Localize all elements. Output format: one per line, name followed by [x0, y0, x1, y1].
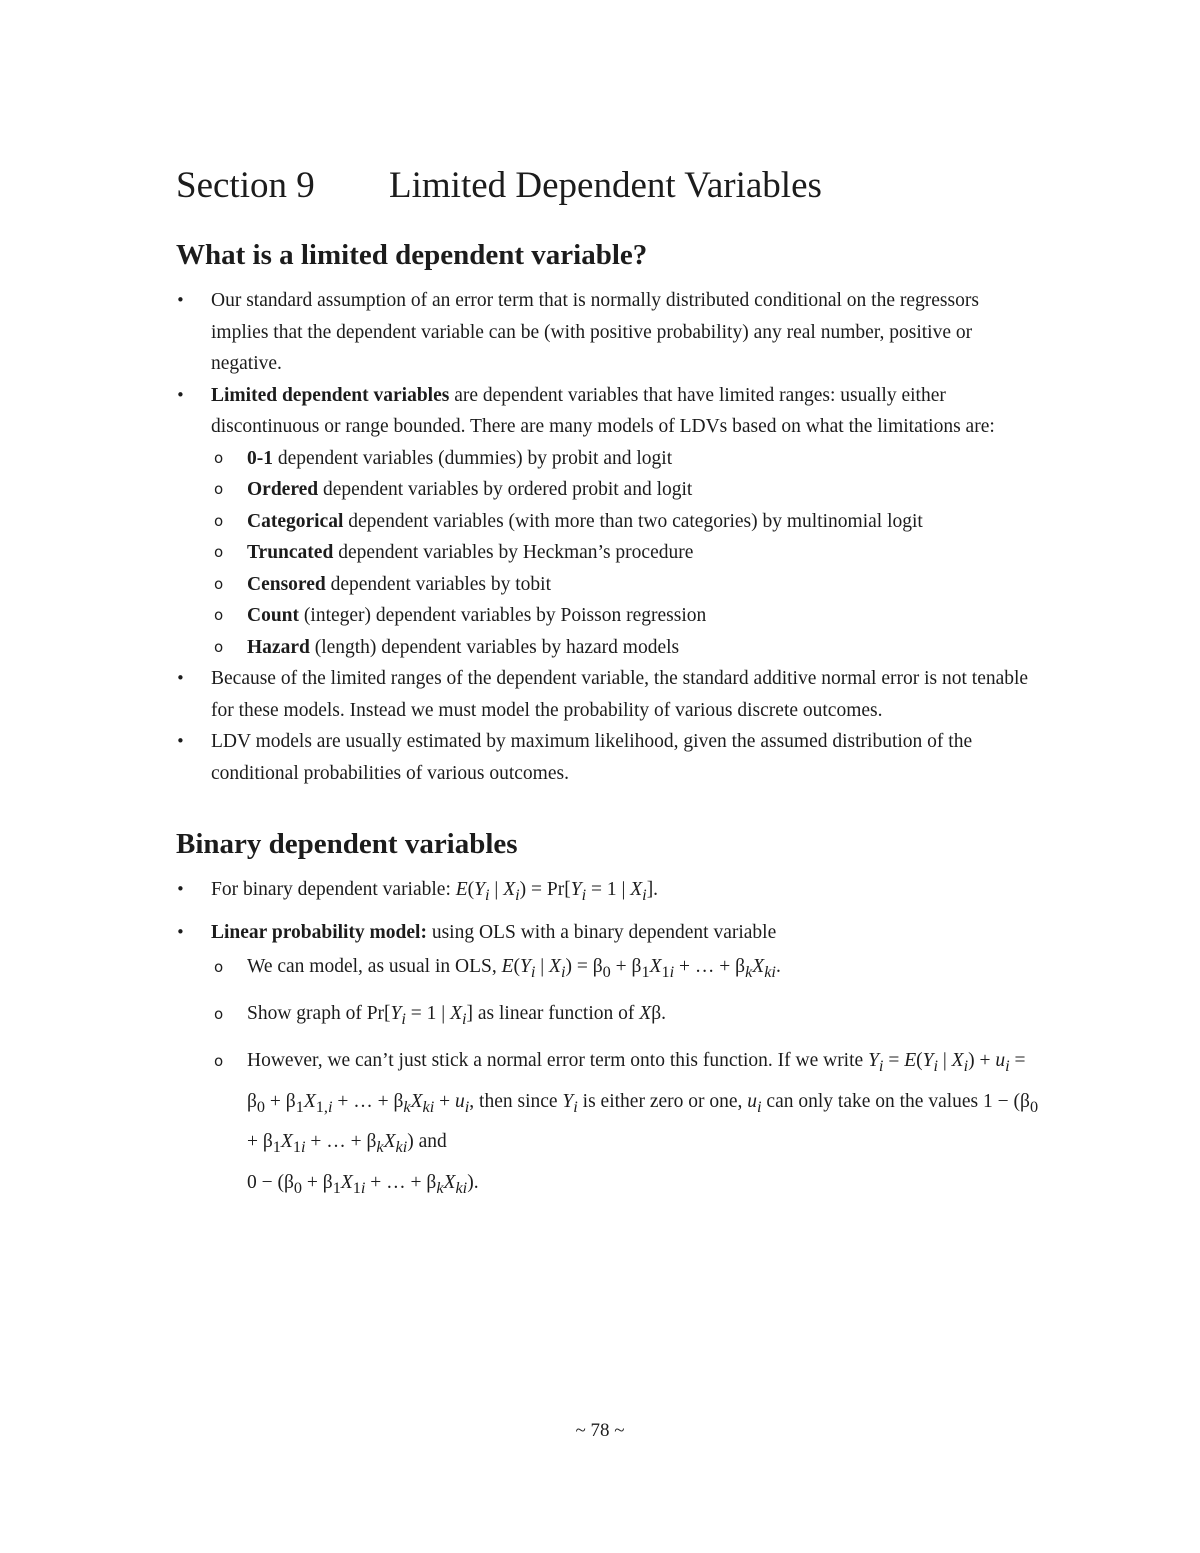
- sub-item: o Truncated dependent variables by Heckman’s procedure: [176, 537, 1040, 569]
- sub-item: o 0-1 dependent variables (dummies) by probit and logit: [176, 443, 1040, 475]
- math-value-zero: $0 - (\beta_0 + \beta_1X_{1i}$ + … + $\beta_kX_{ki}$).: [247, 1172, 479, 1198]
- heading-binary-dependent: Binary dependent variables: [176, 828, 518, 861]
- sub-item: o Censored dependent variables by tobit: [176, 569, 1040, 601]
- math-yi: $Y_i$: [562, 1090, 578, 1116]
- section-number: Section 9: [176, 165, 315, 206]
- page-number: ~ 78 ~: [575, 1420, 625, 1441]
- bullet-text: are dependent variables that have limited ranges: usually either discontinuous or range bounded. There are many models of LDVs based on what the limitations are:: [211, 384, 995, 438]
- heading-limited-dependent: What is a limited dependent variable?: [176, 239, 648, 272]
- math-ui: $u_i$: [747, 1090, 762, 1116]
- bullet-item: [176, 380, 1040, 664]
- ldv-bullet-list: [176, 285, 1040, 789]
- bullet-item: [176, 726, 1040, 789]
- sub-item: o Count (integer) dependent variables by Poisson regression: [176, 600, 1040, 632]
- binary-bullet-list: [176, 874, 1040, 1206]
- lpm-sublist: [211, 949, 1040, 1206]
- section-title: [176, 164, 1040, 208]
- bullet-text: Because of the limited ranges of the dependent variable, the standard additive normal error is not tenable for these models. Instead we must model the probability of various discrete outcomes.: [211, 668, 1029, 721]
- sub-item: o Ordered dependent variables by ordered probit and logit: [176, 474, 1040, 506]
- bullet-item: [176, 285, 1040, 380]
- math-xbeta: Xβ.: [639, 1002, 666, 1024]
- math-error-model: $Y_i = E(Y_i$ | $X_i) + u_i = \beta_0 + \beta_1X_{1,i}$ + … + $\beta_kX_{ki} + u_i$: [247, 1049, 1026, 1116]
- sub-item: o Hazard (length) dependent variables by hazard models: [176, 632, 1040, 664]
- sub-item: o However, we can’t just stick a normal error term onto this function. If we write $Y_i = E(Y_i$ | $X_i) + u_i = \beta_0 + \beta_1X_{1,i}$ + … + $\beta_kX_{ki} + u_i$, then since $Y_i$ is either zero or one, $u_i$ can only take on the values $1 - (\beta_0 + \beta_1X_{1i}$ + … + $\beta_kX_{ki}$) and $0 - (\beta_0 + \beta_1X_{1i}$ + … + $\beta_kX_{ki}$).: [176, 1043, 1040, 1207]
- bullet-item: [176, 663, 1040, 726]
- sub-item: o Categorical dependent variables (with more than two categories) by multinomial logit: [176, 506, 1040, 538]
- sub-item: o Show graph of $Pr[Y_i = 1$ | $X_i$] as linear function of Xβ.: [176, 996, 1040, 1037]
- sub-item: o We can model, as usual in OLS, $E(Y_i$ | $X_i) = \beta_0 + \beta_1X_{1i}$ + … + $\beta_kX_{ki}$.: [176, 949, 1040, 990]
- math-value-one: $1 - (\beta_0 + \beta_1X_{1i}$ + … + $\beta_kX_{ki}$): [247, 1090, 1039, 1157]
- section-name: Limited Dependent Variables: [389, 165, 822, 206]
- bullet-item: • Linear probability model: using OLS with a binary dependent variable o We can model, as usual in OLS, $E(Y_i$ | $X_i) = \beta_0 + \beta_1X_{1i}$ + … + $\beta_kX_{ki}$. o Show graph of $Pr[Y_i = 1$ | $X_i$] as linear function of Xβ. o However, we can’t just stick a normal error term onto this function. If we write $Y_i = E(Y_i$ | $X_i) + u_i = \beta_0 + \beta_1X_{1,i}$ + … + $\beta_kX_{ki} + u_i$, then since $Y_i$ is either zero or one, $u_i$ can only take on the values $1 - (\beta_0 + \beta_1X_{1i}$ + … + $\beta_kX_{ki}$) and $0 - (\beta_0 + \beta_1X_{1i}$ + … + $\beta_kX_{ki}$).: [176, 917, 1040, 1206]
- math-ols-model: $E(Y_i$ | $X_i) = \beta_0 + \beta_1X_{1i}$ + … + $\beta_kX_{ki}$.: [501, 955, 781, 981]
- bullet-item: • For binary dependent variable: $E(Y_i$ | $X_i) = Pr[Y_i = 1$ | $X_i$].: [176, 874, 1040, 911]
- ldv-model-sublist: [211, 443, 1040, 664]
- bullet-text: LDV models are usually estimated by maximum likelihood, given the assumed distribution of the conditional probabilities of various outcomes.: [211, 731, 973, 784]
- bullet-bold-term: Linear probability model:: [211, 922, 427, 944]
- math-expectation: $E(Y_i$ | $X_i) = Pr[Y_i = 1$ | $X_i$].: [455, 878, 659, 904]
- bullet-text: Our standard assumption of an error term that is normally distributed conditional on the regressors implies that the dependent variable can be (with positive probability) any real number, positive or negative.: [211, 290, 979, 375]
- bullet-bold-term: Limited dependent variables: [211, 384, 450, 406]
- binary-section: [176, 874, 1040, 1206]
- math-probability: $Pr[Y_i = 1$ | $X_i$]: [366, 1002, 474, 1028]
